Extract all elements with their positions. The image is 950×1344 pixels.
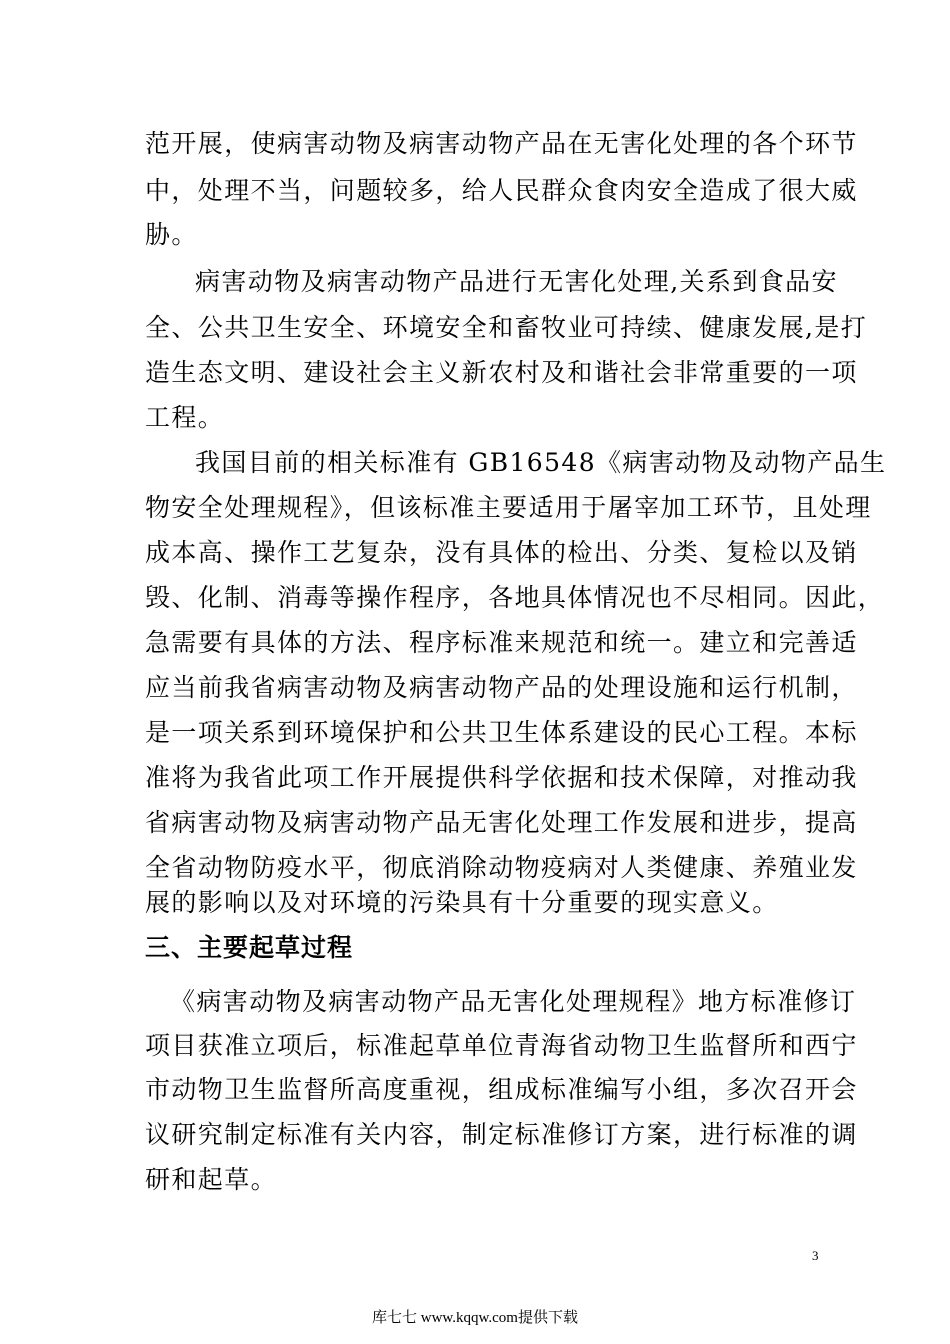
paragraph-1-line-3: 胁。 xyxy=(145,220,198,249)
paragraph-3-line-1: 我国目前的相关标准有 GB16548《病害动物及动物产品生 xyxy=(195,448,887,477)
paragraph-3-line-2: 物安全处理规程》，但该标准主要适用于屠宰加工环节，且处理 xyxy=(145,493,872,522)
paragraph-1-line-1: 范开展，使病害动物及病害动物产品在无害化处理的各个环节 xyxy=(145,129,858,158)
paragraph-3-line-10: 全省动物防疫水平，彻底消除动物疫病对人类健康、养殖业发 xyxy=(145,853,858,882)
paragraph-3-line-11: 展的影响以及对环境的污染具有十分重要的现实意义。 xyxy=(145,888,779,917)
paragraph-4-line-4: 议研究制定标准有关内容，制定标准修订方案，进行标准的调 xyxy=(145,1120,858,1149)
paragraph-2-line-3: 造生态文明、建设社会主义新农村及和谐社会非常重要的一项 xyxy=(145,358,858,387)
paragraph-2-line-2: 全、公共卫生安全、环境安全和畜牧业可持续、健康发展,是打 xyxy=(145,313,868,342)
paragraph-4-line-2: 项目获准立项后，标准起草单位青海省动物卫生监督所和西宁 xyxy=(145,1031,858,1060)
paragraph-4-line-5: 研和起草。 xyxy=(145,1165,278,1194)
paragraph-2-line-4: 工程。 xyxy=(145,403,225,432)
paragraph-2-line-1: 病害动物及病害动物产品进行无害化处理,关系到食品安 xyxy=(195,267,838,296)
paragraph-3-line-8: 准将为我省此项工作开展提供科学依据和技术保障，对推动我 xyxy=(145,763,858,792)
section-heading: 三、主要起草过程 xyxy=(145,933,354,962)
paragraph-3-line-3: 成本高、操作工艺复杂，没有具体的检出、分类、复检以及销 xyxy=(145,538,858,567)
page-number: 3 xyxy=(812,1248,819,1263)
paragraph-3-line-7: 是一项关系到环境保护和公共卫生体系建设的民心工程。本标 xyxy=(145,718,858,747)
paragraph-3-line-9: 省病害动物及病害动物产品无害化处理工作发展和进步，提高 xyxy=(145,808,858,837)
footer-watermark: 库七七 www.kqqw.com提供下载 xyxy=(372,1310,578,1326)
paragraph-3-line-4: 毁、化制、消毒等操作程序，各地具体情况也不尽相同。因此， xyxy=(145,583,885,612)
paragraph-1-line-2: 中，处理不当，问题较多，给人民群众食肉安全造成了很大威 xyxy=(145,176,858,205)
paragraph-4-line-3: 市动物卫生监督所高度重视，组成标准编写小组，多次召开会 xyxy=(145,1075,858,1104)
paragraph-4-line-1: 《病害动物及病害动物产品无害化处理规程》地方标准修订 xyxy=(170,987,857,1016)
paragraph-3-line-6: 应当前我省病害动物及病害动物产品的处理设施和运行机制， xyxy=(145,673,858,702)
paragraph-3-line-5: 急需要有具体的方法、程序标准来规范和统一。建立和完善适 xyxy=(145,628,858,657)
